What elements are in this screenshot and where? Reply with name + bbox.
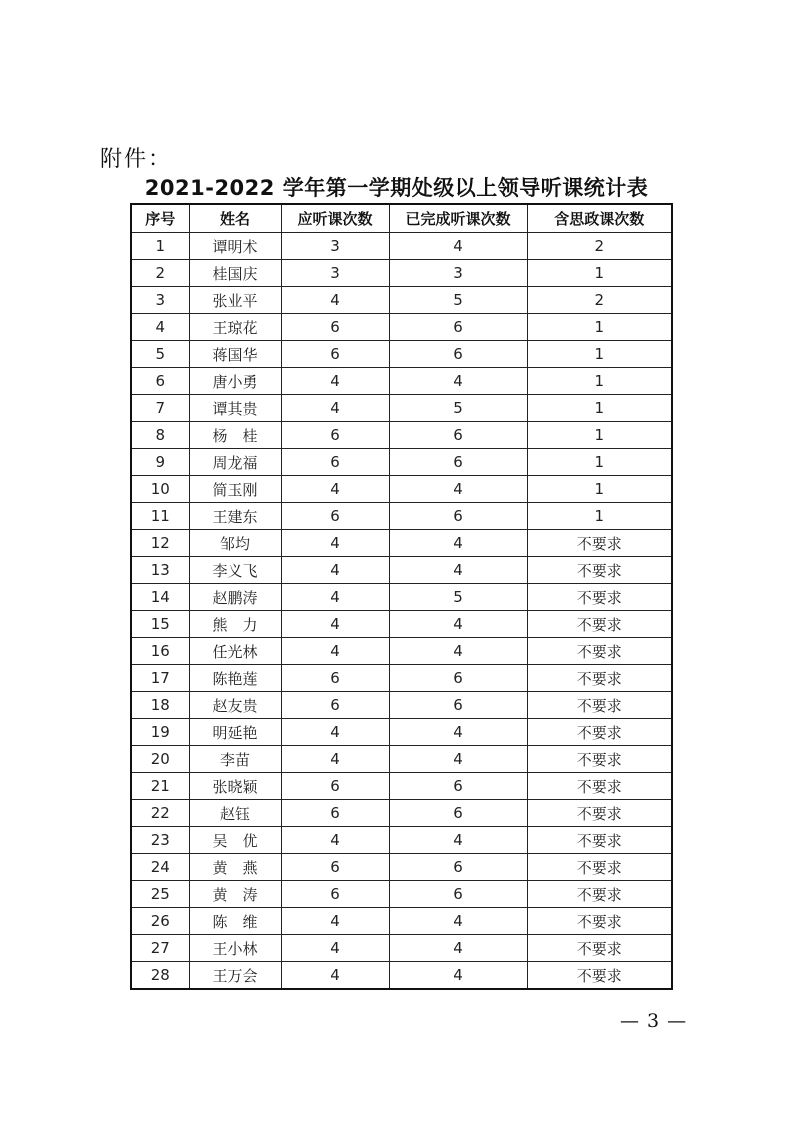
header-required-count: 应听课次数 [281, 204, 389, 233]
cell-required-count: 4 [281, 611, 389, 638]
cell-required-count: 6 [281, 665, 389, 692]
cell-name: 杨 桂 [189, 422, 281, 449]
cell-name: 熊 力 [189, 611, 281, 638]
table-row [131, 260, 672, 287]
table-row [131, 773, 672, 800]
cell-name: 王小林 [189, 935, 281, 962]
cell-completed-count: 6 [389, 665, 527, 692]
cell-index: 17 [131, 665, 189, 692]
cell-required-count: 6 [281, 773, 389, 800]
cell-name: 张业平 [189, 287, 281, 314]
cell-required-count: 4 [281, 557, 389, 584]
cell-name: 王建东 [189, 503, 281, 530]
cell-completed-count: 6 [389, 800, 527, 827]
table-row [131, 962, 672, 990]
cell-index: 4 [131, 314, 189, 341]
cell-completed-count: 4 [389, 476, 527, 503]
page-title: 2021-2022 学年第一学期处级以上领导听课统计表 [144, 176, 649, 200]
cell-completed-count: 6 [389, 422, 527, 449]
cell-required-count: 6 [281, 881, 389, 908]
table-row [131, 341, 672, 368]
attachment-label: 附件： [100, 147, 173, 172]
cell-ideological-count: 1 [527, 422, 672, 449]
cell-ideological-count: 1 [527, 503, 672, 530]
table-row [131, 854, 672, 881]
table-row [131, 530, 672, 557]
cell-completed-count: 4 [389, 611, 527, 638]
cell-ideological-count: 不要求 [527, 908, 672, 935]
cell-ideological-count: 不要求 [527, 881, 672, 908]
cell-name: 谭明术 [189, 233, 281, 260]
cell-index: 11 [131, 503, 189, 530]
cell-name: 张晓颖 [189, 773, 281, 800]
cell-index: 9 [131, 449, 189, 476]
cell-completed-count: 4 [389, 935, 527, 962]
cell-required-count: 6 [281, 854, 389, 881]
cell-completed-count: 6 [389, 854, 527, 881]
statistics-table [130, 203, 673, 990]
cell-index: 16 [131, 638, 189, 665]
cell-required-count: 4 [281, 530, 389, 557]
cell-ideological-count: 不要求 [527, 746, 672, 773]
cell-required-count: 4 [281, 935, 389, 962]
cell-completed-count: 4 [389, 908, 527, 935]
table-row [131, 935, 672, 962]
cell-completed-count: 4 [389, 233, 527, 260]
cell-required-count: 6 [281, 449, 389, 476]
cell-required-count: 4 [281, 476, 389, 503]
table-row [131, 800, 672, 827]
cell-index: 28 [131, 962, 189, 990]
cell-name: 唐小勇 [189, 368, 281, 395]
cell-completed-count: 4 [389, 827, 527, 854]
table-header-row [131, 204, 672, 233]
cell-index: 3 [131, 287, 189, 314]
cell-index: 14 [131, 584, 189, 611]
cell-required-count: 4 [281, 584, 389, 611]
cell-completed-count: 6 [389, 692, 527, 719]
cell-index: 23 [131, 827, 189, 854]
cell-ideological-count: 不要求 [527, 611, 672, 638]
header-ideological-count: 含思政课次数 [527, 204, 672, 233]
cell-completed-count: 4 [389, 962, 527, 990]
table-row [131, 449, 672, 476]
cell-name: 黄 燕 [189, 854, 281, 881]
cell-index: 24 [131, 854, 189, 881]
cell-required-count: 6 [281, 692, 389, 719]
cell-name: 李苗 [189, 746, 281, 773]
table-row [131, 827, 672, 854]
cell-ideological-count: 不要求 [527, 800, 672, 827]
cell-name: 王万会 [189, 962, 281, 990]
cell-required-count: 4 [281, 287, 389, 314]
cell-name: 简玉刚 [189, 476, 281, 503]
cell-ideological-count: 不要求 [527, 935, 672, 962]
cell-name: 蒋国华 [189, 341, 281, 368]
cell-ideological-count: 不要求 [527, 827, 672, 854]
header-index: 序号 [131, 204, 189, 233]
cell-ideological-count: 不要求 [527, 692, 672, 719]
cell-completed-count: 6 [389, 449, 527, 476]
cell-ideological-count: 1 [527, 341, 672, 368]
cell-completed-count: 6 [389, 314, 527, 341]
cell-ideological-count: 不要求 [527, 962, 672, 990]
cell-name: 邹均 [189, 530, 281, 557]
cell-name: 周龙福 [189, 449, 281, 476]
cell-ideological-count: 不要求 [527, 773, 672, 800]
cell-required-count: 6 [281, 341, 389, 368]
cell-index: 27 [131, 935, 189, 962]
cell-name: 赵友贵 [189, 692, 281, 719]
cell-name: 吴 优 [189, 827, 281, 854]
cell-name: 黄 涛 [189, 881, 281, 908]
cell-completed-count: 5 [389, 395, 527, 422]
cell-required-count: 4 [281, 719, 389, 746]
cell-name: 王琼花 [189, 314, 281, 341]
cell-ideological-count: 不要求 [527, 854, 672, 881]
cell-completed-count: 4 [389, 638, 527, 665]
cell-index: 20 [131, 746, 189, 773]
table-row [131, 557, 672, 584]
cell-name: 赵钰 [189, 800, 281, 827]
cell-name: 陈 维 [189, 908, 281, 935]
cell-required-count: 4 [281, 908, 389, 935]
cell-index: 8 [131, 422, 189, 449]
table-row [131, 422, 672, 449]
cell-index: 15 [131, 611, 189, 638]
table-row [131, 881, 672, 908]
header-name: 姓名 [189, 204, 281, 233]
cell-index: 18 [131, 692, 189, 719]
table-row [131, 584, 672, 611]
cell-index: 5 [131, 341, 189, 368]
cell-completed-count: 3 [389, 260, 527, 287]
cell-ideological-count: 2 [527, 233, 672, 260]
table-row [131, 314, 672, 341]
cell-ideological-count: 不要求 [527, 530, 672, 557]
cell-ideological-count: 1 [527, 395, 672, 422]
cell-name: 谭其贵 [189, 395, 281, 422]
cell-index: 19 [131, 719, 189, 746]
cell-name: 桂国庆 [189, 260, 281, 287]
table-row [131, 368, 672, 395]
cell-ideological-count: 1 [527, 260, 672, 287]
cell-required-count: 4 [281, 962, 389, 990]
cell-ideological-count: 1 [527, 449, 672, 476]
cell-completed-count: 4 [389, 368, 527, 395]
cell-required-count: 4 [281, 827, 389, 854]
cell-index: 13 [131, 557, 189, 584]
table-row [131, 665, 672, 692]
table-row [131, 287, 672, 314]
cell-required-count: 6 [281, 800, 389, 827]
cell-required-count: 6 [281, 503, 389, 530]
cell-ideological-count: 2 [527, 287, 672, 314]
cell-index: 7 [131, 395, 189, 422]
cell-ideological-count: 1 [527, 476, 672, 503]
table-row [131, 719, 672, 746]
table-row [131, 908, 672, 935]
page-number: — 3 — [620, 1010, 688, 1032]
cell-index: 21 [131, 773, 189, 800]
cell-required-count: 4 [281, 746, 389, 773]
cell-completed-count: 4 [389, 557, 527, 584]
table-row [131, 233, 672, 260]
table-row [131, 638, 672, 665]
cell-name: 任光林 [189, 638, 281, 665]
table-row [131, 611, 672, 638]
table-row [131, 395, 672, 422]
cell-completed-count: 6 [389, 881, 527, 908]
cell-index: 26 [131, 908, 189, 935]
cell-index: 22 [131, 800, 189, 827]
cell-ideological-count: 不要求 [527, 719, 672, 746]
cell-completed-count: 4 [389, 530, 527, 557]
table-body [131, 233, 672, 990]
table-row [131, 746, 672, 773]
cell-index: 6 [131, 368, 189, 395]
cell-required-count: 6 [281, 422, 389, 449]
cell-required-count: 4 [281, 638, 389, 665]
cell-required-count: 3 [281, 260, 389, 287]
table-row [131, 476, 672, 503]
table-row [131, 503, 672, 530]
cell-required-count: 6 [281, 314, 389, 341]
cell-completed-count: 6 [389, 341, 527, 368]
cell-ideological-count: 不要求 [527, 665, 672, 692]
cell-completed-count: 6 [389, 503, 527, 530]
cell-completed-count: 5 [389, 287, 527, 314]
cell-ideological-count: 1 [527, 314, 672, 341]
cell-required-count: 3 [281, 233, 389, 260]
cell-completed-count: 4 [389, 719, 527, 746]
cell-required-count: 4 [281, 395, 389, 422]
cell-name: 陈艳莲 [189, 665, 281, 692]
cell-ideological-count: 不要求 [527, 638, 672, 665]
cell-index: 2 [131, 260, 189, 287]
cell-index: 1 [131, 233, 189, 260]
cell-ideological-count: 不要求 [527, 584, 672, 611]
table-row [131, 692, 672, 719]
cell-completed-count: 5 [389, 584, 527, 611]
cell-index: 10 [131, 476, 189, 503]
cell-index: 25 [131, 881, 189, 908]
cell-required-count: 4 [281, 368, 389, 395]
cell-index: 12 [131, 530, 189, 557]
cell-ideological-count: 1 [527, 368, 672, 395]
cell-name: 明延艳 [189, 719, 281, 746]
header-completed-count: 已完成听课次数 [389, 204, 527, 233]
cell-completed-count: 6 [389, 773, 527, 800]
cell-name: 赵鹏涛 [189, 584, 281, 611]
cell-completed-count: 4 [389, 746, 527, 773]
cell-name: 李义飞 [189, 557, 281, 584]
cell-ideological-count: 不要求 [527, 557, 672, 584]
